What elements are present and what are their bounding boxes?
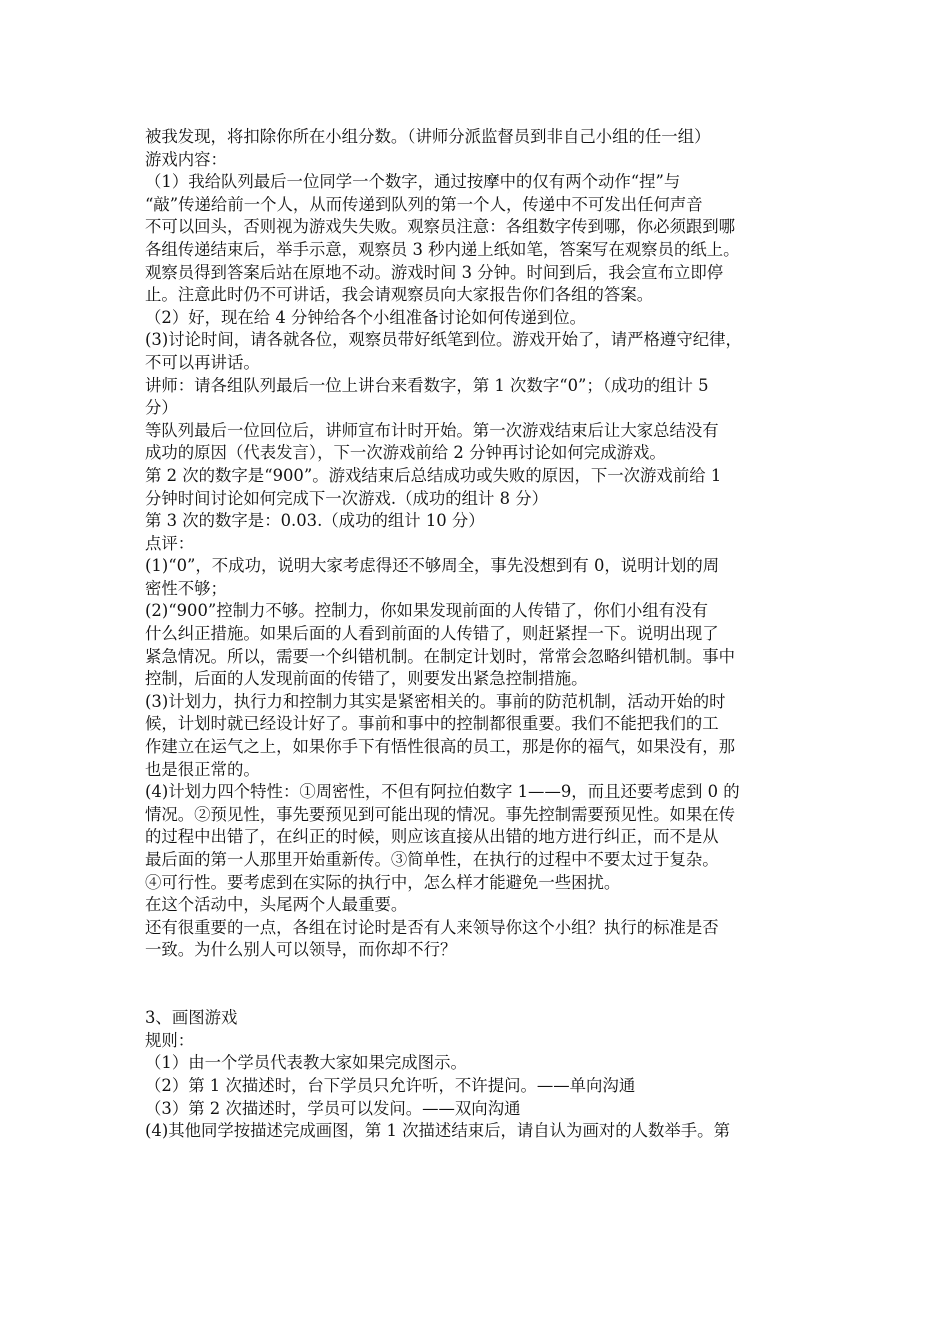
text-line: (4)计划力四个特性：①周密性，不但有阿拉伯数字 1——9，而且还要考虑到 0 的 — [145, 782, 740, 802]
text-line: （2）好，现在给 4 分钟给各个小组准备讨论如何传递到位。 — [145, 307, 587, 327]
text-line: 控制，后面的人发现前面的传错了，则要发出紧急控制措施。 — [145, 669, 588, 689]
text-line: （1）由一个学员代表教大家如果完成图示。 — [145, 1053, 467, 1073]
text-line: 情况。②预见性，事先要预见到可能出现的情况。事先控制需要预见性。如果在传 — [145, 804, 736, 824]
document-page — [145, 126, 815, 1143]
text-line: 各组传递结束后，举手示意，观察员 3 秒内递上纸如笔，答案写在观察员的纸上。 — [145, 239, 740, 259]
text-line: 成功的原因（代表发言），下一次游戏前给 2 分钟再讨论如何完成游戏。 — [145, 443, 666, 463]
text-line: “敲”传递给前一个人，从而传递到队列的第一个人，传递中不可发出任何声音 — [145, 194, 703, 214]
text-line: 还有很重要的一点，各组在讨论时是否有人来领导你这个小组？执行的标准是否 — [145, 917, 719, 937]
drawing-game-section — [145, 1007, 815, 1143]
text-line: 止。注意此时仍不可讲话，我会请观察员向大家报告你们各组的答案。 — [145, 285, 654, 305]
text-line: (4)其他同学按描述完成画图，第 1 次描述结束后，请自认为画对的人数举手。第 — [145, 1121, 730, 1141]
text-line: 作建立在运气之上，如果你手下有悟性很高的员工，那是你的福气，如果没有，那 — [145, 737, 736, 757]
text-line: (1)“0”，不成功，说明大家考虑得还不够周全，事先没想到有 0，说明计划的周 — [145, 556, 720, 576]
text-line: 规则： — [145, 1030, 195, 1050]
text-line: 分） — [145, 398, 178, 418]
text-line: (2)“900”控制力不够。控制力，你如果发现前面的人传错了，你们小组有没有 — [145, 601, 708, 621]
text-line: 也是很正常的。 — [145, 759, 260, 779]
text-line: 第 2 次的数字是“900”。游戏结束后总结成功或失败的原因，下一次游戏前给 1 — [145, 465, 722, 485]
text-line: ④可行性。要考虑到在实际的执行中，怎么样才能避免一些困扰。 — [145, 872, 621, 892]
text-line: 的过程中出错了，在纠正的时候，则应该直接从出错的地方进行纠正，而不是从 — [145, 827, 719, 847]
text-line: 什么纠正措施。如果后面的人看到前面的人传错了，则赶紧捏一下。说明出现了 — [145, 624, 719, 644]
text-line: 一致。为什么别人可以领导，而你却不行？ — [145, 940, 457, 960]
text-line: 分钟时间讨论如何完成下一次游戏.（成功的组计 8 分） — [145, 488, 549, 508]
text-line: 不可以再讲话。 — [145, 352, 260, 372]
text-line: 点评： — [145, 533, 195, 553]
text-line: 候，计划时就已经设计好了。事前和事中的控制都很重要。我们不能把我们的工 — [145, 714, 719, 734]
text-line: 观察员得到答案后站在原地不动。游戏时间 3 分钟。时间到后，我会宣布立即停 — [145, 262, 724, 282]
game-content-section — [145, 126, 815, 962]
text-line: (3)讨论时间，请各就各位，观察员带好纸笔到位。游戏开始了，请严格遵守纪律， — [145, 330, 742, 350]
section-heading: 3、画图游戏 — [145, 1008, 238, 1028]
text-line: 在这个活动中，头尾两个人最重要。 — [145, 895, 408, 915]
text-line: 游戏内容： — [145, 149, 227, 169]
text-line: 第 3 次的数字是：0.03.（成功的组计 10 分） — [145, 511, 485, 531]
text-line: 被我发现，将扣除你所在小组分数。（讲师分派监督员到非自己小组的任一组） — [145, 127, 711, 146]
text-line: （1）我给队列最后一位同学一个数字，通过按摩中的仅有两个动作“捏”与 — [145, 172, 681, 192]
text-line: 密性不够； — [145, 578, 227, 598]
text-line: （3）第 2 次描述时，学员可以发问。——双向沟通 — [145, 1098, 521, 1118]
text-line: 等队列最后一位回位后，讲师宣布计时开始。第一次游戏结束后让大家总结没有 — [145, 420, 719, 440]
text-line: （2）第 1 次描述时，台下学员只允许听，不许提问。——单向沟通 — [145, 1075, 636, 1095]
text-line: 紧急情况。所以，需要一个纠错机制。在制定计划时，常常会忽略纠错机制。事中 — [145, 646, 736, 666]
text-line: 讲师：请各组队列最后一位上讲台来看数字，第 1 次数字“0”；（成功的组计 5 — [145, 375, 709, 395]
text-line: 不可以回头，否则视为游戏失失败。观察员注意：各组数字传到哪，你必须跟到哪 — [145, 217, 736, 237]
text-line: 最后面的第一人那里开始重新传。③简单性，在执行的过程中不要太过于复杂。 — [145, 850, 719, 869]
paragraph-gap — [145, 985, 815, 1008]
paragraph-gap — [145, 962, 815, 985]
text-line: (3)计划力，执行力和控制力其实是紧密相关的。事前的防范机制，活动开始的时 — [145, 691, 726, 711]
